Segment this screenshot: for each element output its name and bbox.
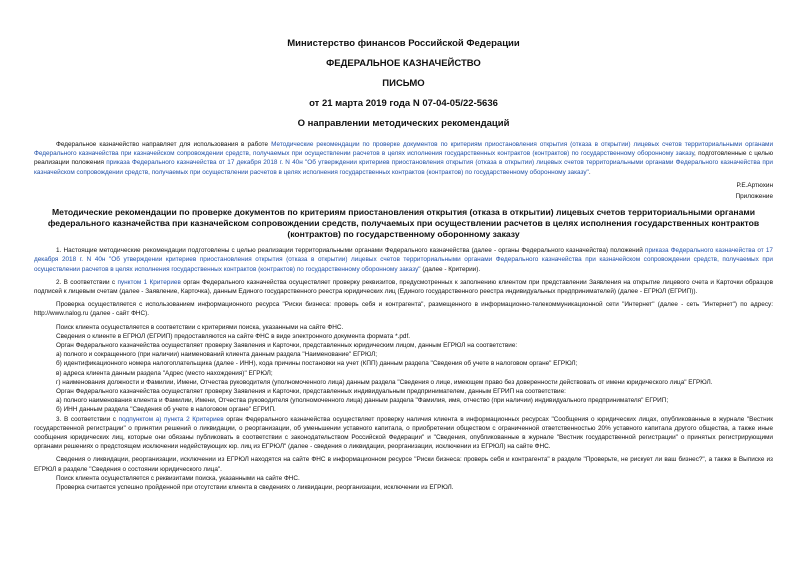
- line-6: в) адреса клиента данным раздела "Адрес (место нахождения)" ЕГРЮЛ;: [56, 369, 273, 377]
- intro-end: .: [588, 168, 591, 176]
- recommendations-title: Методические рекомендации по проверке документов по критериям приостановления открытия (отказа в открытии) лицевых счетов территориальными органами федерального казначейства при казначейском сопровождении средств, получаемых при осуществлении расчетов в целях исполнения государственных контрактов (контрактов) по государственному оборонному заказу: [47, 207, 760, 240]
- doc-type-heading: ПИСЬМО: [382, 78, 425, 89]
- paragraph-2: [34, 278, 773, 296]
- order-link[interactable]: приказа Федерального казначейства от 17 декабря 2018 г. N 40н "Об утверждении критериев приостановления открытия (отказа в открытии) лицевых счетов территориальными органами Федерального казначейства при казначейском сопровождении средств, получаемых при осуществлении расчетов в целях исполнения государственных контрактов (контрактов) по государственному оборонному заказу": [34, 159, 774, 176]
- p1-text-a: 1. Настоящие методические рекомендации подготовлены с целью реализации территориальными органами Федерального казначейства (далее - органы Федерального казначейства) положений: [56, 247, 646, 255]
- p2-criteria-link[interactable]: пунктом 1 Критериев: [117, 278, 181, 286]
- line-9: а) полного наименования клиента и Фамилии, Имени, Отчества руководителя (уполномоченного лица) данным раздела "Фамилия, имя, отчество (при наличии) индивидуального предпринимателя" ЕГРИП;: [56, 397, 669, 405]
- line-5: б) идентификационного номера налогоплательщика (далее - ИНН), кода причины постановки на учет (КПП) данным раздела "Сведения об учете в налоговом органе" ЕГРЮЛ;: [56, 360, 578, 368]
- line-8: Орган Федерального казначейства осуществляет проверку Заявления и Карточки, представленных индивидуальным предпринимателем, данным ЕГРИП на соответствие:: [56, 388, 566, 396]
- line-2: Сведения о клиенте в ЕГРЮЛ (ЕГРИП) предоставляются на сайте ФНС в виде электронного документа формата *.pdf.: [56, 332, 411, 340]
- intro-mid: , подготовленные с целью реализации положения: [34, 150, 773, 167]
- p2-text-b: орган Федерального казначейства осуществляет проверку реквизитов, предусмотренных к заполнению клиентом при представлении Заявления на открытие лицевого счета и Карточки образцов подписей к лицевым счетам (далее - Заявление, Карточка), данным Единого государственного реестра юридических лиц (Единого государственного реестра индивидуальных предпринимателей) (далее - ЕГРЮЛ (ЕГРИП)).: [34, 278, 773, 296]
- line2-2: Проверка считается успешно пройденной при отсутствии клиента в сведениях о ликвидации, реорганизации, исключении из ЕГРЮЛ.: [56, 484, 454, 492]
- line2-1: Поиск клиента осуществляется с реквизитами поиска, указанными на сайте ФНС.: [56, 474, 300, 482]
- line-10: б) ИНН данным раздела "Сведения об учете в налоговом органе" ЕГРИП.: [56, 406, 276, 414]
- recommendations-link[interactable]: Методические рекомендации по проверке документов по критериям приостановления открытия (отказа в открытии) лицевых счетов территориальными органами Федерального казначейства при казначейском сопровождении средств, получаемых при осуществлении расчетов в целях исполнения государственных контрактов (контрактов) по государственному оборонному заказу: [34, 141, 774, 158]
- line-4: а) полного и сокращенного (при наличии) наименований клиента данным раздела "Наименование" ЕГРЮЛ;: [56, 351, 378, 359]
- line-1: Поиск клиента осуществляется в соответствии с критериями поиска, указанными на сайте ФНС.: [56, 323, 344, 331]
- line-0: Проверка осуществляется с использованием информационного ресурса "Риски бизнеса: проверь себя и контрагента", размещенного в информационно-телекоммуникационной сети "Интернет" (далее - сеть "Интернет") по адресу: http://www.nalog.ru (далее - сайт ФНС).: [34, 301, 773, 318]
- ministry-heading: Министерство финансов Российской Федерации: [287, 38, 520, 49]
- p1-text-b: (далее - Критерии).: [420, 265, 481, 273]
- p3-text-a: 3. В соответствии с: [56, 415, 119, 423]
- intro-paragraph: [34, 140, 773, 177]
- line2-0: Сведения о ликвидации, реорганизации, исключении из ЕГРЮЛ находятся на сайте ФНС в информационном ресурсе "Риски бизнеса: проверь себя и контрагента" в разделе "Проверьте, не рискует ли ваш бизнес?", а также в Выписке из ЕГРЮЛ в разделе "Сведения о состоянии юридического лица".: [34, 456, 773, 473]
- agency-heading: ФЕДЕРАЛЬНОЕ КАЗНАЧЕЙСТВО: [326, 58, 481, 69]
- line-7: г) наименования должности и Фамилии, Имени, Отчества руководителя (уполномоченного лица) данным раздела "Сведения о лице, имеющем право без доверенности действовать от имени юридического лица" ЕГРЮЛ.: [56, 378, 713, 386]
- paragraph-1: [34, 246, 773, 274]
- appendix-label: Приложение: [735, 193, 773, 201]
- subject-heading: О направлении методических рекомендаций: [297, 118, 510, 129]
- p1-order-link[interactable]: приказа Федерального казначейства от 17 декабря 2018 г. N 40н "Об утверждении критериев приостановления открытия (отказа в открытии) лицевых счетов территориальными органами Федерального казначейства при казначейском сопровождении средств, получаемых при осуществлении расчетов в целях исполнения государственных контрактов (контрактов) по государственному оборонному заказу": [34, 247, 773, 273]
- p3-criteria-link[interactable]: подпунктом а) пункта 2 Критериев: [118, 415, 224, 423]
- p3-text-b: орган Федерального казначейства осуществляет проверку наличия клиента в информационных ресурсах "Сообщения о юридических лицах, опубликованные в журнале "Вестник государственной регистрации" о принятии решений о ликвидации, о реорганизации, об уменьшении уставного капитала, о приобретении обществом с ограниченной ответственностью 20% уставного капитала другого общества, а также иные сообщения юридических лиц, которые они обязаны публиковать в соответствии с законодательством Российской Федерации" и "Сведения, опубликованные в журнале "Вестник государственной регистрации" о принятых регистрирующими органами решениях о предстоящем исключении недействующих юр. лиц из ЕГРЮЛ" (далее - сведения о ликвидации, реорганизации, исключении из ЕГРЮЛ) на сайте ФНС.: [34, 415, 774, 451]
- doc-number-heading: от 21 марта 2019 года N 07-04-05/22-5636: [309, 98, 498, 109]
- p2-text-a: 2. В соответствии с: [56, 278, 118, 286]
- signature: Р.Е.Артюхин: [736, 181, 773, 189]
- intro-lead: Федеральное казначейство направляет для использования в работе: [56, 141, 272, 148]
- line-3: Орган Федерального казначейства осуществляет проверку Заявления и Карточки, представленных юридическим лицом, данным ЕГРЮЛ на соответствие:: [56, 342, 518, 350]
- paragraph-3: [34, 415, 773, 452]
